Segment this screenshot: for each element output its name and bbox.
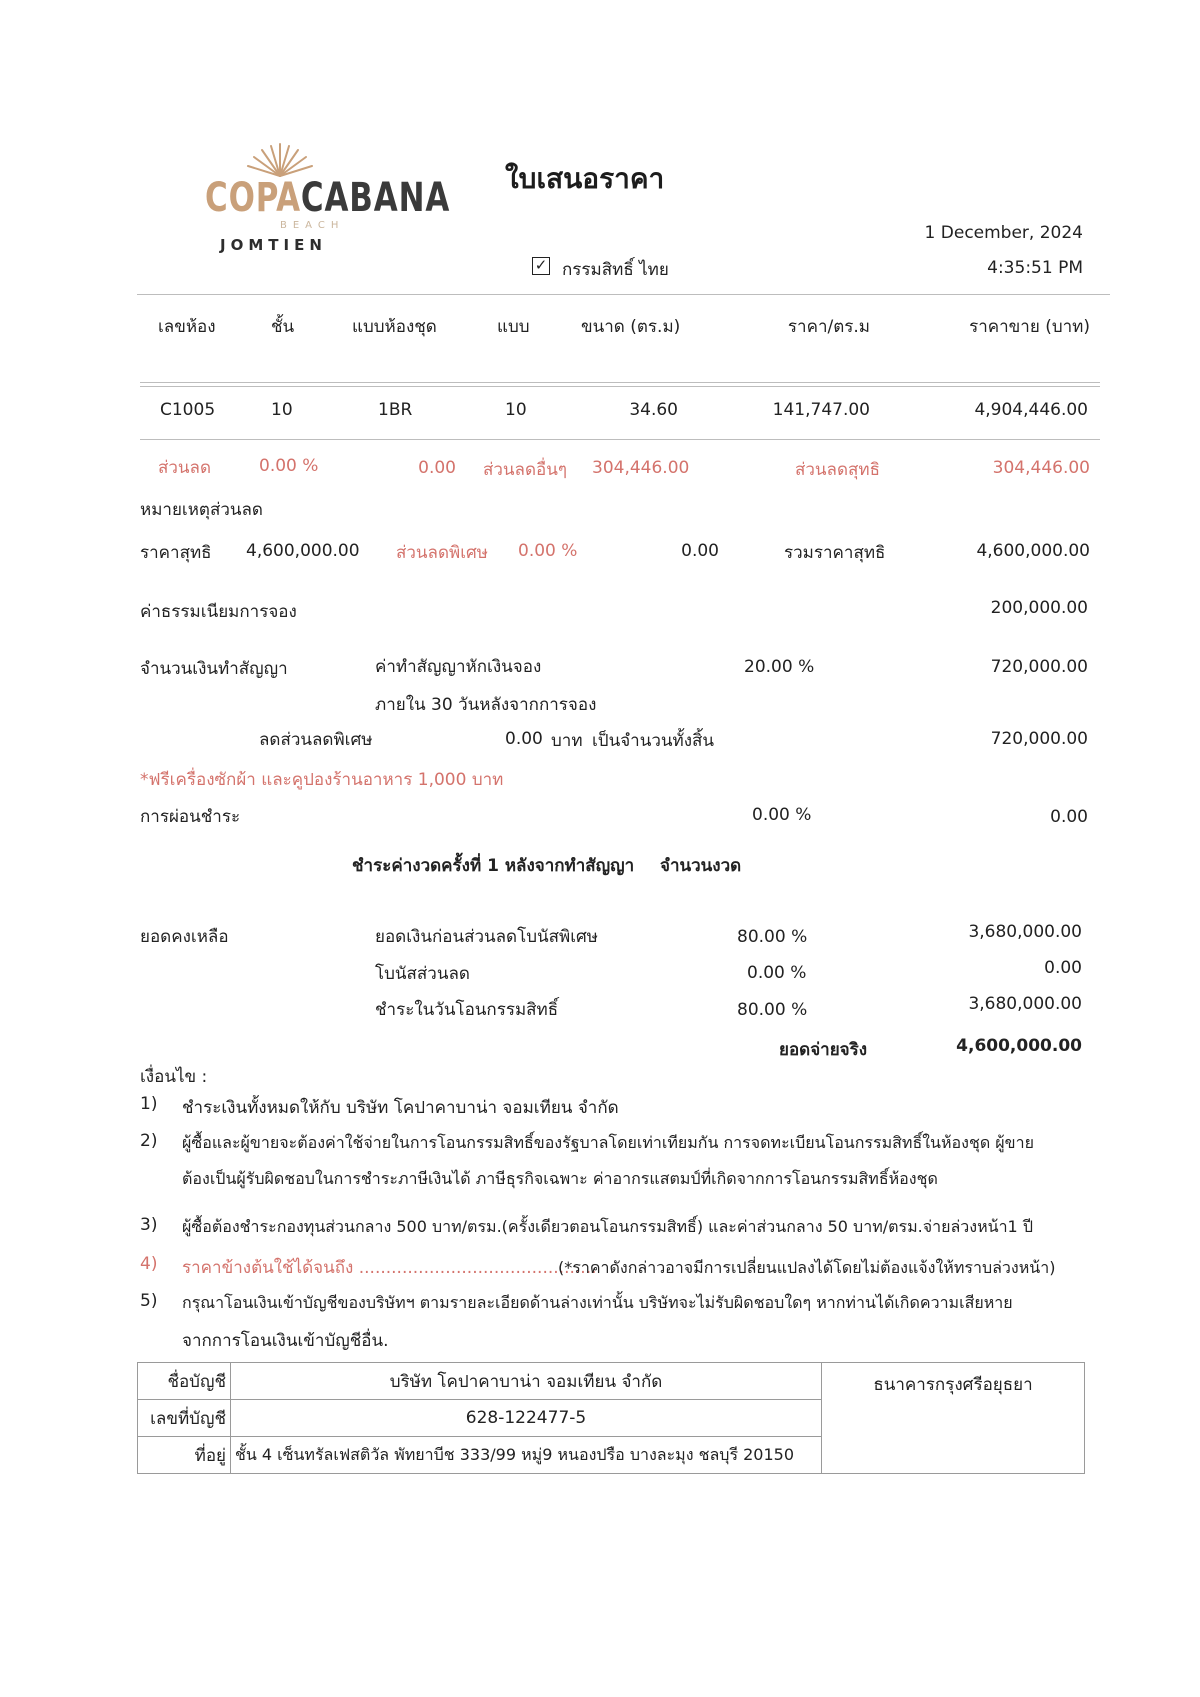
account-number: 628-122477-5 xyxy=(231,1400,822,1437)
contract-special-amount: 0.00 xyxy=(505,729,543,749)
discount-amount: 0.00 xyxy=(418,458,456,478)
header-room: เลขห้อง xyxy=(158,317,216,337)
header-sale-price: ราคาขาย (บาท) xyxy=(969,317,1090,337)
discount-note-label: หมายเหตุส่วนลด xyxy=(140,500,263,520)
account-name-label: ชื่อบัญชี xyxy=(138,1363,231,1400)
balance-row-value: 3,680,000.00 xyxy=(968,922,1082,942)
net-price-value: 4,600,000.00 xyxy=(246,541,360,561)
total-net-label: รวมราคาสุทธิ xyxy=(784,543,886,563)
special-discount-label: ส่วนลดพิเศษ xyxy=(396,543,489,563)
discount-label: ส่วนลด xyxy=(158,458,212,478)
first-installment-label: ชำระค่างวดครั้งที่ 1 หลังจากทำสัญญา xyxy=(352,856,635,876)
unit-model: 10 xyxy=(505,400,527,420)
contract-percent: 20.00 % xyxy=(744,657,815,677)
contract-total-value: 720,000.00 xyxy=(990,729,1088,749)
actual-pay-label: ยอดจ่ายจริง xyxy=(779,1040,868,1060)
special-discount-percent: 0.00 % xyxy=(518,541,578,561)
installment-label: การผ่อนชำระ xyxy=(140,807,241,827)
net-discount-amount: 304,446.00 xyxy=(992,458,1090,478)
balance-row-label: ยอดเงินก่อนส่วนลดโบนัสพิเศษ xyxy=(375,927,599,947)
contract-baht: บาท xyxy=(551,731,583,751)
header-model: แบบ xyxy=(497,317,530,337)
installment-value: 0.00 xyxy=(1050,807,1088,827)
condition-text: ผู้ซื้อต้องชำระกองทุนส่วนกลาง 500 บาท/ตรม.(ครั้งเดียวตอนโอนกรรมสิทธิ์) และค่าส่วนกลาง 50 บาท/ตรม.จ่ายล่วงหน้า1 ปี xyxy=(182,1217,1033,1236)
header-price-sqm: ราคา/ตร.ม xyxy=(787,317,870,337)
bank-name: ธนาคารกรุงศรีอยุธยา xyxy=(822,1363,1085,1474)
divider xyxy=(137,294,1110,295)
net-price-label: ราคาสุทธิ xyxy=(140,543,212,563)
condition-text: ผู้ซื้อและผู้ขายจะต้องค่าใช้จ่ายในการโอนกรรมสิทธิ์ของรัฐบาลโดยเท่าเทียมกัน การจดทะเบียนโอนกรรมสิทธิ์ในห้องชุด ผู้ขาย xyxy=(182,1133,1034,1152)
condition-note: (*ราคาดังกล่าวอาจมีการเปลี่ยนแปลงได้โดยไม่ต้องแจ้งให้ทราบล่วงหน้า) xyxy=(558,1258,1056,1277)
promo-note: *ฟรีเครื่องซักผ้า และคูปองร้านอาหาร 1,000 บาท xyxy=(140,770,504,790)
condition-text: กรุณาโอนเงินเข้าบัญชีของบริษัทฯ ตามรายละเอียดด้านล่างเท่านั้น บริษัทจะไม่รับผิดชอบใดๆ หากท่านได้เกิดความเสียหาย xyxy=(182,1293,1013,1312)
condition-text: ชำระเงินทั้งหมดให้กับ บริษัท โคปาคาบาน่า จอมเทียน จำกัด xyxy=(182,1098,619,1118)
balance-row-value: 0.00 xyxy=(1044,958,1082,978)
special-discount-amount: 0.00 xyxy=(681,541,719,561)
document-title: ใบเสนอราคา xyxy=(505,162,665,195)
divider xyxy=(140,386,1100,387)
logo-beach: BEACH xyxy=(280,220,345,231)
discount-percent: 0.00 % xyxy=(259,456,319,476)
header-floor: ชั้น xyxy=(271,317,295,337)
account-number-label: เลขที่บัญชี xyxy=(138,1400,231,1437)
divider xyxy=(140,382,1100,383)
net-discount-label: ส่วนลดสุทธิ xyxy=(795,460,880,480)
address-label: ที่อยู่ xyxy=(138,1437,231,1474)
balance-row-label: ชำระในวันโอนกรรมสิทธิ์ xyxy=(375,1000,559,1020)
installment-percent: 0.00 % xyxy=(752,805,812,825)
condition-number: 4) xyxy=(140,1254,158,1274)
condition-number: 5) xyxy=(140,1291,158,1311)
condition-number: 1) xyxy=(140,1094,158,1114)
condition-text: ราคาข้างต้นใช้ได้จนถึง ............................................ xyxy=(182,1258,597,1278)
other-discount-amount: 304,446.00 xyxy=(592,458,690,478)
contract-total-label: เป็นจำนวนทั้งสิ้น xyxy=(592,731,715,751)
unit-sale-price: 4,904,446.00 xyxy=(974,400,1088,420)
unit-room: C1005 xyxy=(160,400,216,420)
installment-count-label: จำนวนงวด xyxy=(660,856,742,876)
header-size: ขนาด (ตร.ม) xyxy=(581,317,681,337)
condition-text: ต้องเป็นผู้รับผิดชอบในการชำระภาษีเงินได้ ภาษีธุรกิจเฉพาะ ค่าอากรแสตมป์ที่เกิดจากการโอนกรรมสิทธิ์ห้องชุด xyxy=(182,1169,938,1188)
total-net-value: 4,600,000.00 xyxy=(976,541,1090,561)
contract-desc-2: ภายใน 30 วันหลังจากการจอง xyxy=(375,695,597,715)
other-discount-label: ส่วนลดอื่นๆ xyxy=(483,460,567,480)
balance-row-percent: 0.00 % xyxy=(747,963,807,983)
actual-pay-value: 4,600,000.00 xyxy=(956,1036,1082,1056)
quote-date: 1 December, 2024 xyxy=(924,223,1083,243)
unit-type: 1BR xyxy=(378,400,413,420)
contract-label: จำนวนเงินทำสัญญา xyxy=(140,659,288,679)
bank-account-table xyxy=(137,1362,1085,1474)
contract-special-label: ลดส่วนลดพิเศษ xyxy=(259,730,373,750)
divider xyxy=(140,439,1100,440)
balance-row-percent: 80.00 % xyxy=(737,1000,808,1020)
condition-text: จากการโอนเงินเข้าบัญชีอื่น. xyxy=(182,1331,389,1351)
balance-row-percent: 80.00 % xyxy=(737,927,808,947)
ownership-label: กรรมสิทธิ์ ไทย xyxy=(562,260,669,280)
contract-desc-1: ค่าทำสัญญาหักเงินจอง xyxy=(375,657,542,677)
balance-row-label: โบนัสส่วนลด xyxy=(375,964,470,984)
booking-fee-value: 200,000.00 xyxy=(990,598,1088,618)
header-unit-type: แบบห้องชุด xyxy=(352,317,437,337)
unit-size: 34.60 xyxy=(629,400,678,420)
sunburst-logo-icon xyxy=(245,140,315,178)
quote-time: 4:35:51 PM xyxy=(987,258,1083,278)
condition-number: 2) xyxy=(140,1131,158,1151)
unit-floor: 10 xyxy=(271,400,293,420)
booking-fee-label: ค่าธรรมเนียมการจอง xyxy=(140,602,297,622)
balance-label: ยอดคงเหลือ xyxy=(140,927,229,947)
account-name: บริษัท โคปาคาบาน่า จอมเทียน จำกัด xyxy=(231,1363,822,1400)
contract-value: 720,000.00 xyxy=(990,657,1088,677)
logo-jomtien: JOMTIEN xyxy=(220,236,327,254)
conditions-label: เงื่อนไข : xyxy=(140,1067,208,1087)
balance-row-value: 3,680,000.00 xyxy=(968,994,1082,1014)
unit-price-sqm: 141,747.00 xyxy=(772,400,870,420)
condition-number: 3) xyxy=(140,1215,158,1235)
ownership-checkbox[interactable]: ✓ xyxy=(532,257,550,275)
logo-wordmark: COPACABANA xyxy=(205,175,451,221)
address: ชั้น 4 เซ็นทรัลเฟสติวัล พัทยาบีช 333/99 หมู่9 หนองปรือ บางละมุง ชลบุรี 20150 xyxy=(231,1437,822,1474)
